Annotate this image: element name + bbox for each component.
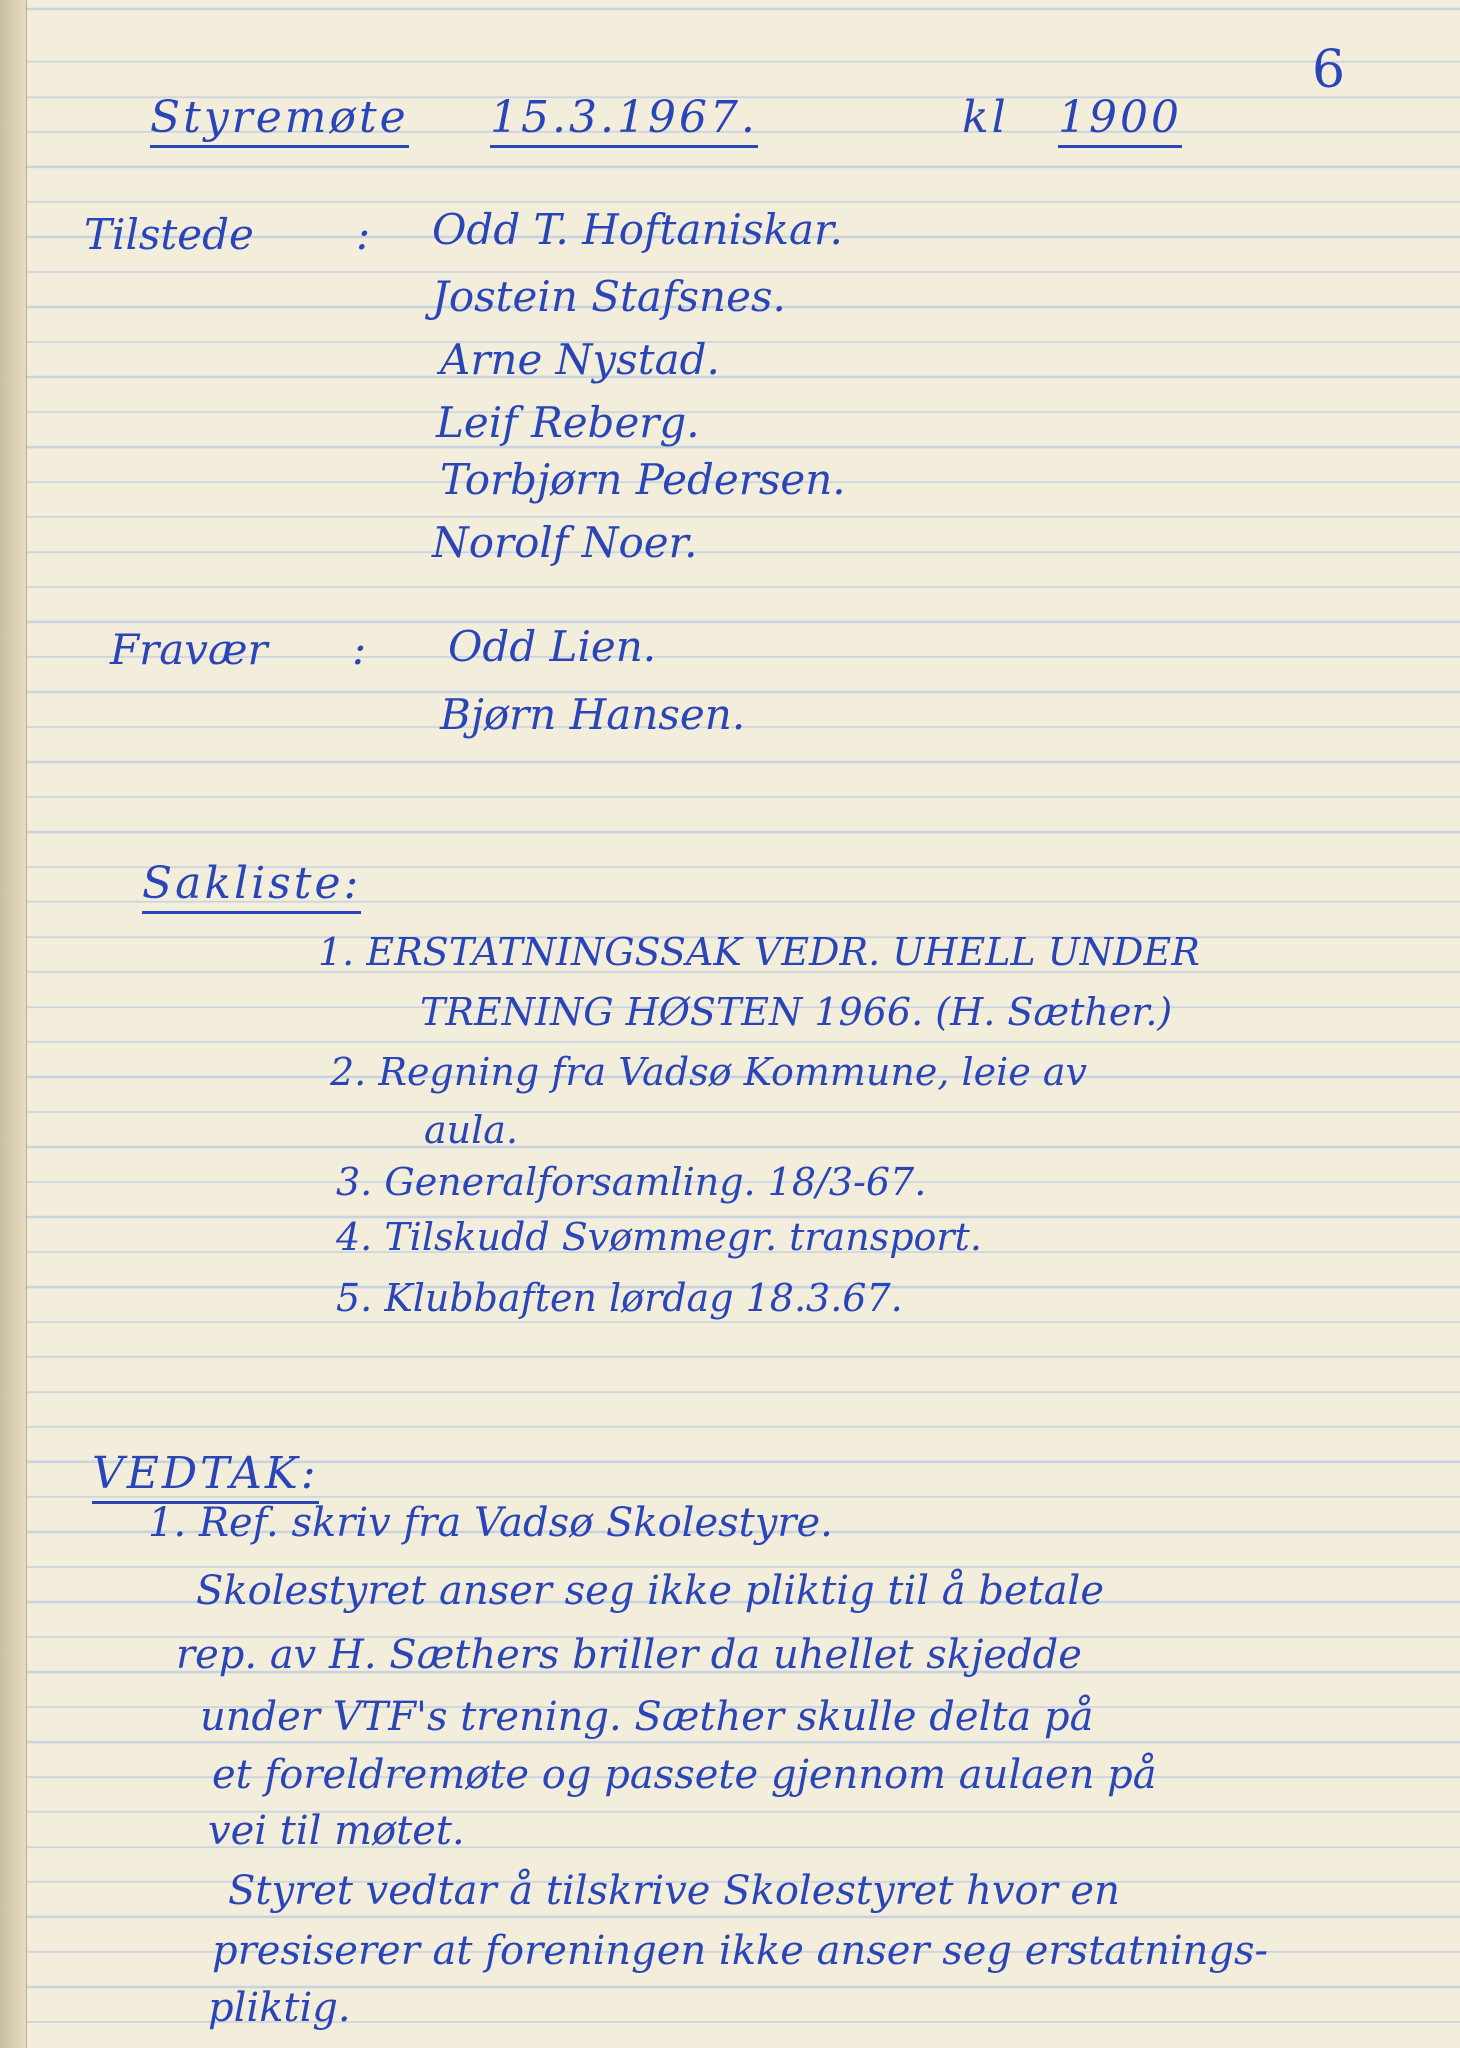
notebook-spine (0, 0, 27, 2048)
agenda-item: 5. Klubbaften lørdag 18.3.67. (336, 1276, 903, 1320)
agenda-item: TRENING HØSTEN 1966. (H. Sæther.) (420, 990, 1173, 1034)
agenda-heading: Sakliste: (142, 858, 361, 914)
absent-label: Fravær (110, 625, 268, 674)
present-name: Odd T. Hoftaniskar. (432, 205, 843, 254)
agenda-item: 1. ERSTATNINGSSAK VEDR. UHELL UNDER (318, 930, 1200, 974)
present-name: Arne Nystad. (440, 335, 720, 384)
decisions-heading: VEDTAK: (92, 1448, 319, 1504)
agenda-item: 4. Tilskudd Svømmegr. transport. (336, 1215, 982, 1259)
meeting-date: 15.3.1967. (490, 92, 758, 148)
decision-line: pliktig. (208, 1985, 351, 2031)
decision-line: Styret vedtar å tilskrive Skolestyret hvor en (228, 1868, 1120, 1914)
present-name: Norolf Noer. (432, 518, 698, 567)
agenda-item: 3. Generalforsamling. 18/3-67. (336, 1160, 927, 1204)
decision-line: vei til møtet. (208, 1808, 465, 1854)
decision-line: presiserer at foreningen ikke anser seg erstatnings- (212, 1928, 1269, 1974)
meeting-title: Styremøte (150, 92, 409, 148)
decision-line: under VTF's trening. Sæther skulle delta på (200, 1694, 1094, 1740)
present-colon: : (356, 210, 371, 259)
decision-line: rep. av H. Sæthers briller da uhellet skjedde (176, 1632, 1082, 1678)
agenda-item: 2. Regning fra Vadsø Kommune, leie av (330, 1050, 1088, 1094)
agenda-item: aula. (424, 1108, 519, 1152)
meeting-time-prefix: kl (962, 92, 1009, 143)
present-name: Jostein Stafsnes. (432, 272, 786, 321)
present-name: Torbjørn Pedersen. (440, 455, 846, 504)
absent-colon: : (352, 625, 367, 674)
present-name: Leif Reberg. (436, 398, 700, 447)
page-number: 6 (1312, 40, 1346, 100)
absent-name: Odd Lien. (448, 622, 657, 671)
decision-line: Skolestyret anser seg ikke pliktig til å betale (196, 1568, 1105, 1614)
meeting-time: 1900 (1058, 92, 1182, 148)
decision-line: 1. Ref. skriv fra Vadsø Skolestyre. (148, 1500, 833, 1546)
decision-line: et foreldremøte og passete gjennom aulaen på (212, 1752, 1157, 1798)
absent-name: Bjørn Hansen. (440, 690, 746, 739)
present-label: Tilstede (84, 210, 254, 259)
